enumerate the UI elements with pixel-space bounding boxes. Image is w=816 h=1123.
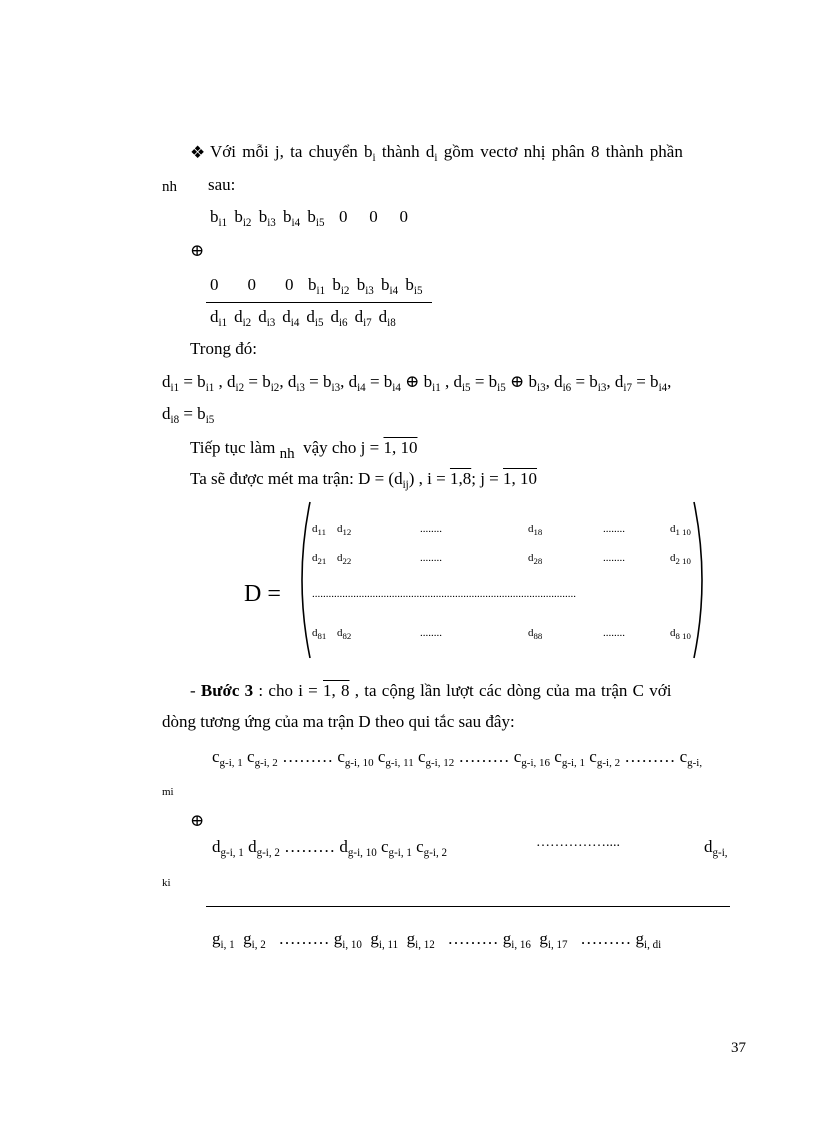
xor-symbol-2: ⊕ — [190, 811, 205, 830]
g-row — [212, 929, 670, 951]
c-term: $c_{g-i, 1}$ — [381, 837, 412, 859]
vector-row-2: 0 0 0 $b_{i1}$ $b_{i2}$ $b_{i3}$ $b_{i4}$ $b_{i5}$ — [210, 275, 423, 297]
matrix-row-1: $d_{12}$ — [337, 523, 352, 538]
d-term: $d_{i5}$ — [306, 307, 324, 329]
g-term: $g_{i, 2}$ — [243, 929, 266, 951]
matrix-row-1: $d_{1 10}$ — [670, 523, 691, 538]
matrix-brackets — [290, 498, 720, 662]
g-term: $g_{i, 1}$ — [212, 929, 235, 951]
matrix-row-2: $d_{2 10}$ — [670, 552, 691, 567]
matrix-row-2: $d_{21}$ — [312, 552, 327, 567]
c-term: $c_{g-i, 12}$ — [417, 747, 455, 769]
ellipsis: ……… — [576, 929, 636, 948]
g-term: $g_{i, 10}$ — [333, 929, 362, 951]
formula-line-2: $d_{i8} = b_{i5}$ — [162, 404, 215, 426]
ellipsis: ……… — [443, 929, 503, 948]
d-term: $d_{i2}$ — [234, 307, 252, 329]
matrix-row-2: $d_{22}$ — [337, 552, 352, 567]
matrix-row-1: $d_{18}$ — [528, 523, 543, 538]
c-term: $c_{g-i, 11}$ — [377, 747, 414, 769]
d-term: $d_{g-i, 2}$ — [248, 837, 280, 859]
c-row-tail: mi — [162, 786, 174, 798]
sum-rule-1 — [206, 302, 432, 303]
trong-do-label: Trong đó: — [190, 339, 257, 358]
d-term: $d_{i8}$ — [378, 307, 396, 329]
c-row — [212, 747, 703, 769]
ellipsis: ……… — [274, 929, 334, 948]
formula-line-1: $d_{i1} = b_{i1}$ , $d_{i2} = b_{i2}$, $d_{i3} = b_{i3}$, $d_{i4} = b_{i4}$ ⊕ $b_{i1}$ , $d_{i5} = b_{i5}$ ⊕ $b_{i3}$, $d_{i6} = b_{i3}$, $d_{i7} = b_{i4}$, — [162, 372, 672, 394]
intro-line: Với mỗi j, ta chuyển $b_i$ thành $d_i$ gồm vectơ nhị phân 8 thành phần — [210, 142, 683, 164]
matrix-row-4: $d_{81}$ — [312, 627, 327, 642]
matrix-row-1: $d_{11}$ — [312, 523, 326, 538]
ellipsis: ……… — [282, 747, 338, 766]
xor-symbol-1: ⊕ — [190, 241, 205, 260]
page-number: 37 — [731, 1040, 746, 1056]
matrix-row-4: $d_{88}$ — [528, 627, 543, 642]
d-row-tail: ki — [162, 877, 171, 889]
fragment-sau: sau: — [208, 175, 236, 194]
continue-line: Tiếp tục làm nh vậy cho j = 1, 10 — [190, 438, 418, 462]
matrix-label: D = — [244, 581, 281, 607]
d-row-dots: …………….... — [536, 835, 620, 850]
g-term: $g_{i, 12}$ — [406, 929, 435, 951]
g-term: $g_{i, 16}$ — [502, 929, 531, 951]
g-term: $g_{i, di}$ — [635, 929, 662, 951]
step-3-line-2: dòng tương ứng của ma trận D theo qui tắc sau đây: — [162, 712, 515, 731]
fragment-nh: nh — [162, 179, 177, 195]
c-term: $c_{g-i, 10}$ — [337, 747, 374, 769]
d-term: $d_{i3}$ — [258, 307, 276, 329]
ellipsis: ……… — [624, 747, 680, 766]
matrix-row-2: ........ — [420, 552, 442, 564]
c-term: $c_{g-i, 2}$ — [589, 747, 621, 769]
d-term: $d_{g-i, 10}$ — [339, 837, 377, 859]
c-term: $c_{g-i, 1}$ — [212, 747, 243, 769]
d-row — [212, 837, 447, 859]
d-term: $d_{i1}$ — [210, 307, 228, 329]
matrix-row-1: ........ — [420, 523, 442, 535]
d-term: $d_{i7}$ — [354, 307, 372, 329]
matrix-row-4: $d_{82}$ — [337, 627, 352, 642]
d-term: $d_{i4}$ — [282, 307, 300, 329]
g-term: $g_{i, 17}$ — [539, 929, 568, 951]
step-3-line: - Bước 3 : cho i = 1, 8 , ta cộng lần lượt các dòng của ma trận C với — [190, 681, 672, 700]
matrix-row-2: ........ — [603, 552, 625, 564]
d-row-last: $d_{g-i,}$ — [704, 837, 728, 859]
d-term: $d_{i6}$ — [330, 307, 348, 329]
matrix-ellipsis-row: ................................................................................................ — [312, 588, 576, 600]
vector-row-1: $b_{i1}$ $b_{i2}$ $b_{i3}$ $b_{i4}$ $b_{i5}$ 0 0 0 — [210, 207, 408, 229]
matrix-row-4: $d_{8 10}$ — [670, 627, 691, 642]
g-term: $g_{i, 11}$ — [370, 929, 399, 951]
c-term: $c_{g-i, 1}$ — [554, 747, 586, 769]
c-term: $c_{g-i, 16}$ — [513, 747, 551, 769]
matrix-row-4: ........ — [420, 627, 442, 639]
c-term: $c_{g-i, 2}$ — [416, 837, 447, 859]
ellipsis: ……… — [284, 837, 340, 856]
matrix-definition-line: Ta sẽ được mét ma trận: $D = (d_{ij})$ , i = 1,8; j = 1, 10 — [190, 469, 538, 491]
ellipsis: ……… — [458, 747, 514, 766]
vector-row-3 — [210, 307, 403, 329]
matrix-row-4: ........ — [603, 627, 625, 639]
c-term: $c_{g-i, 2}$ — [247, 747, 278, 769]
bullet-icon: ❖ — [190, 143, 206, 162]
sum-rule-2 — [206, 906, 730, 907]
d-term: $d_{g-i, 1}$ — [212, 837, 244, 859]
matrix-row-2: $d_{28}$ — [528, 552, 543, 567]
matrix-row-1: ........ — [603, 523, 625, 535]
c-term: $c_{g-i,}$ — [679, 747, 703, 769]
